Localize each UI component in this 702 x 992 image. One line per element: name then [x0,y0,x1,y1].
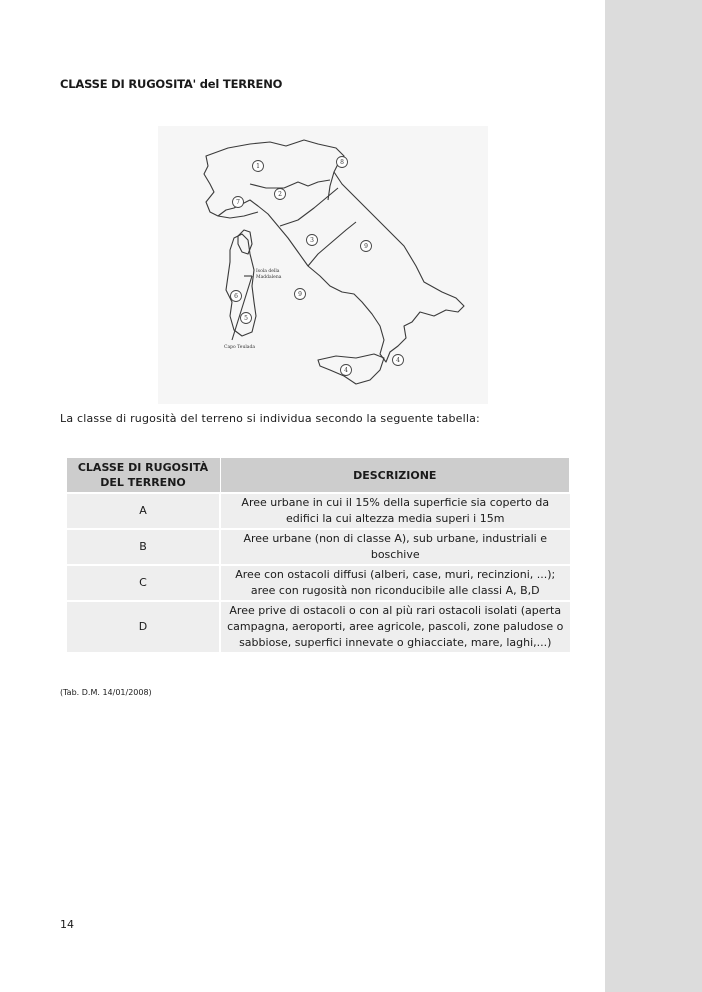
zone-boundary-coast [328,172,334,200]
side-margin-band [605,0,702,992]
zone-number: 2 [278,191,282,198]
source-note: (Tab. D.M. 14/01/2008) [60,688,152,697]
zone-number: 1 [256,163,260,170]
table-row [66,493,570,529]
zone-number: 5 [244,315,248,322]
table-row [66,529,570,565]
header-description: DESCRIZIONE [220,458,570,494]
zone-number: 3 [310,237,314,244]
zone-number: 9 [364,243,368,250]
zone-boundary-north [250,180,330,188]
italy-map-figure [158,126,488,404]
zone-number: 9 [298,291,302,298]
zone-boundary-ligurian [218,212,258,218]
description-cell: Aree urbane (non di classe A), sub urbane, industriali e boschive [220,529,570,565]
zone-number: 8 [340,159,344,166]
capo-teulada-label: Capo Teulada [224,345,256,350]
description-cell: Aree urbane in cui il 15% della superficie sia coperto da edifici la cui altezza media superi i 15m [220,493,570,529]
description-cell: Aree con ostacoli diffusi (alberi, case, muri, recinzioni, ...); aree con rugosità non riconducibile alle classi A, B,D [220,565,570,601]
sardinia-divider-line [232,276,252,340]
class-cell: B [66,529,220,565]
class-cell: A [66,493,220,529]
description-cell: Aree prive di ostacoli o con al più rari ostacoli isolati (aperta campagna, aeroporti, aree agricole, pascoli, zone paludose o sabbiose, superfici innevate o ghiacciate, mare, laghi,...) [220,601,570,652]
class-cell: C [66,565,220,601]
class-cell: D [66,601,220,652]
roughness-class-table [65,457,570,652]
page-heading: CLASSE DI RUGOSITA' del TERRENO [60,77,283,91]
zone-number: 7 [236,199,240,206]
intro-paragraph: La classe di rugosità del terreno si individua secondo la seguente tabella: [60,412,480,425]
table-header-row [66,458,570,494]
italy-zone-map [158,126,488,404]
zone-number: 6 [234,293,238,300]
maddalena-label: Maddalena [256,275,282,280]
zone-number: 4 [396,357,400,364]
corsica-outline [238,230,252,254]
page-number: 14 [60,918,74,931]
zone-number: 4 [344,367,348,374]
header-class: CLASSE DI RUGOSITÀ DEL TERRENO [66,458,220,494]
maddalena-label: Isola della [256,269,280,274]
table-row [66,565,570,601]
table-row [66,601,570,652]
